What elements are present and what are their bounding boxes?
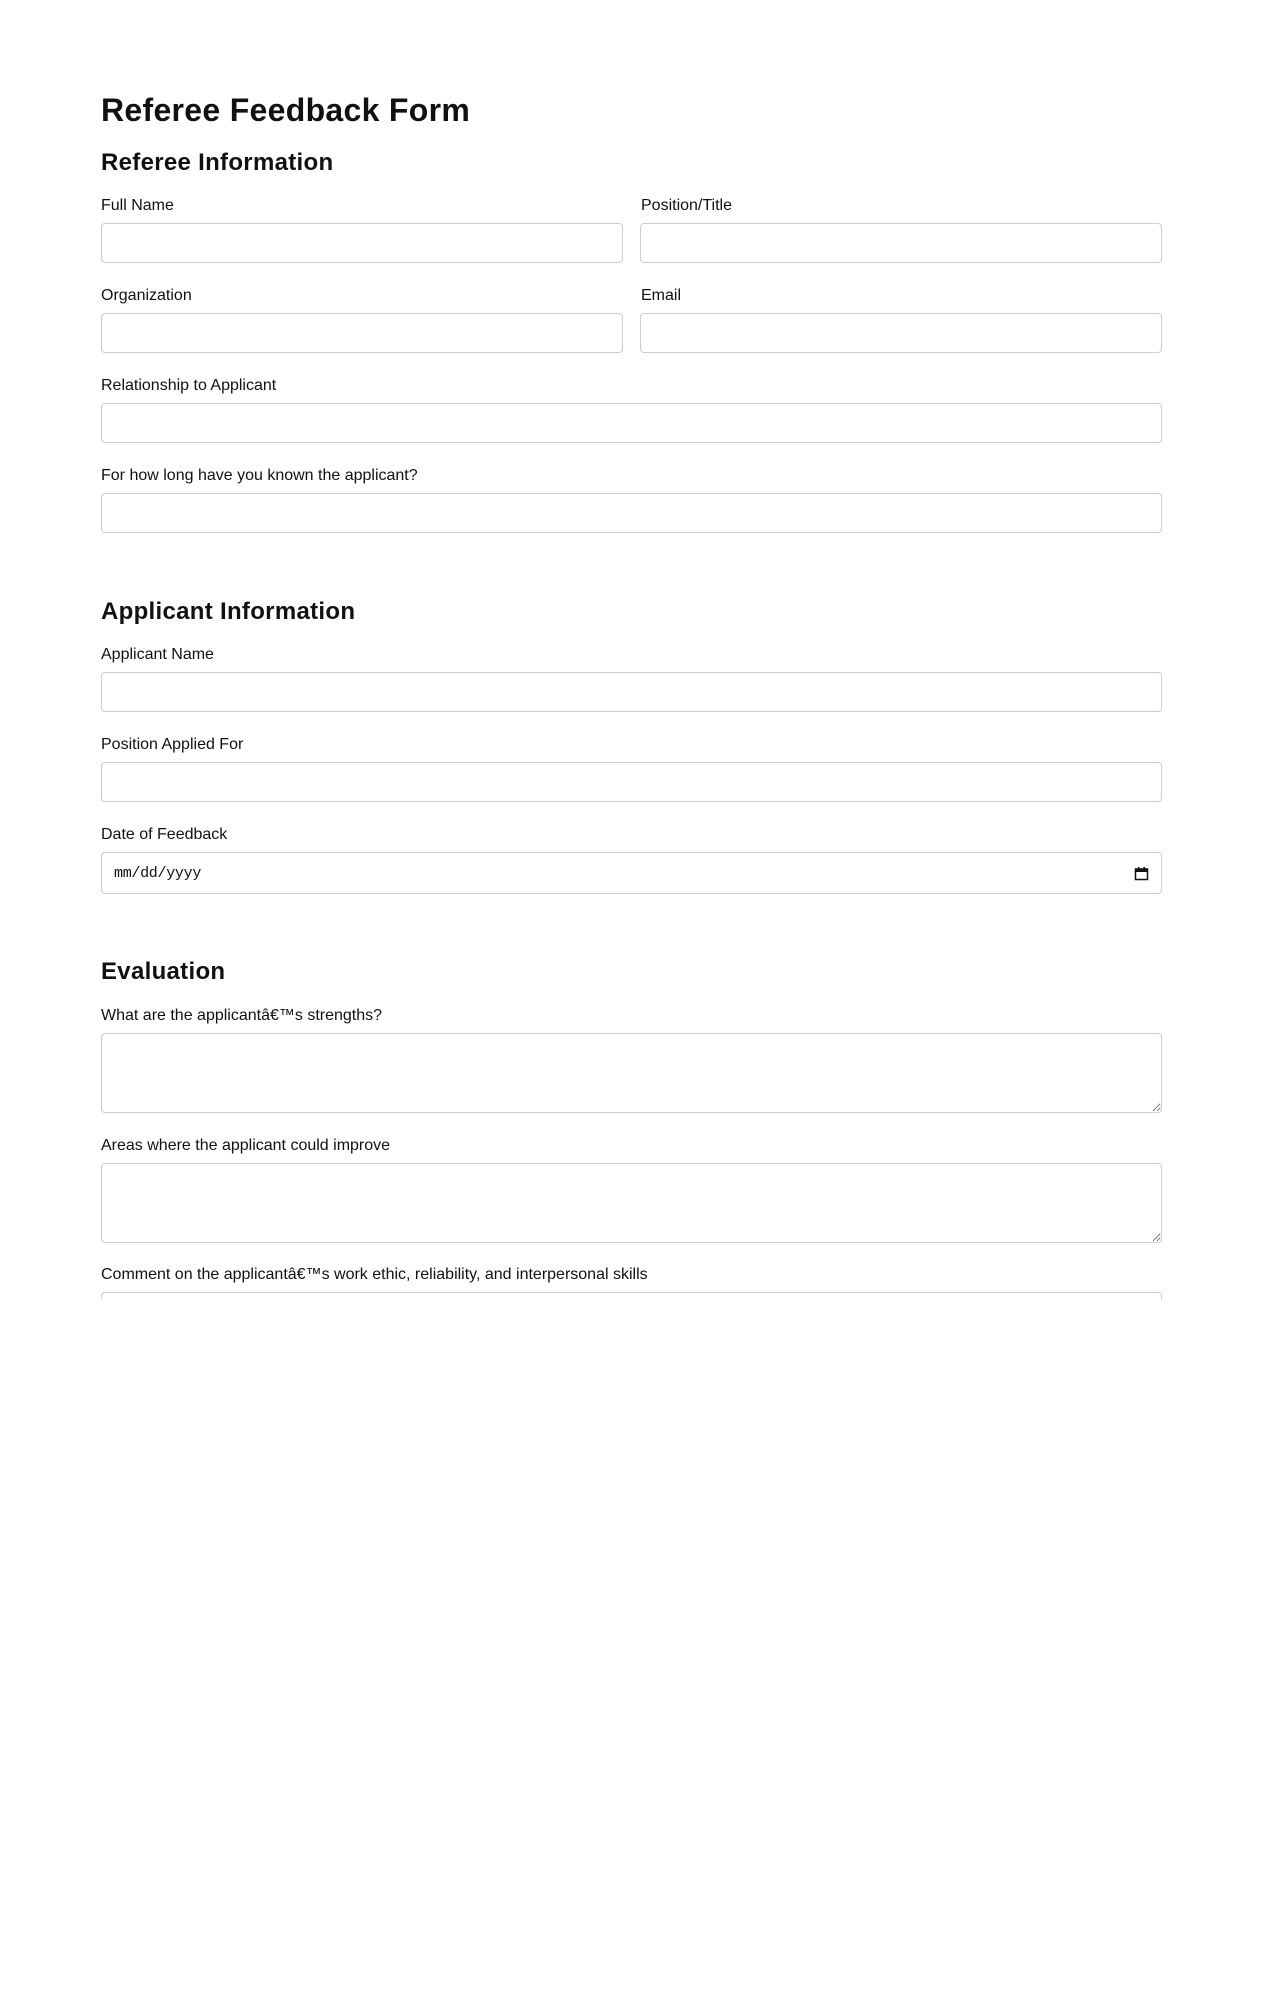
calendar-icon[interactable] — [1134, 866, 1149, 881]
improve-label: Areas where the applicant could improve — [101, 1137, 391, 1154]
email-input[interactable] — [640, 313, 1162, 353]
section-heading-applicant: Applicant Information — [101, 598, 356, 625]
date-placeholder: mm/dd/yyyy — [114, 865, 202, 882]
full-name-input[interactable] — [101, 223, 623, 263]
applicant-name-input[interactable] — [101, 672, 1162, 712]
page-title: Referee Feedback Form — [101, 92, 471, 128]
relationship-input[interactable] — [101, 403, 1162, 443]
strengths-textarea[interactable] — [101, 1033, 1162, 1113]
section-heading-referee: Referee Information — [101, 149, 334, 176]
work-ethic-textarea[interactable] — [101, 1292, 1162, 1299]
full-name-label: Full Name — [101, 197, 174, 214]
work-ethic-label: Comment on the applicantâ€™s work ethic, reliability, and interpersonal skills — [101, 1266, 648, 1283]
section-heading-evaluation: Evaluation — [101, 958, 226, 985]
position-title-label: Position/Title — [641, 197, 732, 214]
position-applied-label: Position Applied For — [101, 736, 244, 753]
position-title-input[interactable] — [640, 223, 1162, 263]
date-of-feedback-input[interactable] — [101, 852, 1162, 894]
strengths-label: What are the applicantâ€™s strengths? — [101, 1007, 383, 1024]
email-label: Email — [641, 287, 682, 304]
known-duration-input[interactable] — [101, 493, 1162, 533]
date-of-feedback-label: Date of Feedback — [101, 826, 228, 843]
improve-textarea[interactable] — [101, 1163, 1162, 1243]
relationship-label: Relationship to Applicant — [101, 377, 277, 394]
organization-label: Organization — [101, 287, 192, 304]
position-applied-input[interactable] — [101, 762, 1162, 802]
known-duration-label: For how long have you known the applicant? — [101, 467, 418, 484]
applicant-name-label: Applicant Name — [101, 646, 214, 663]
organization-input[interactable] — [101, 313, 623, 353]
